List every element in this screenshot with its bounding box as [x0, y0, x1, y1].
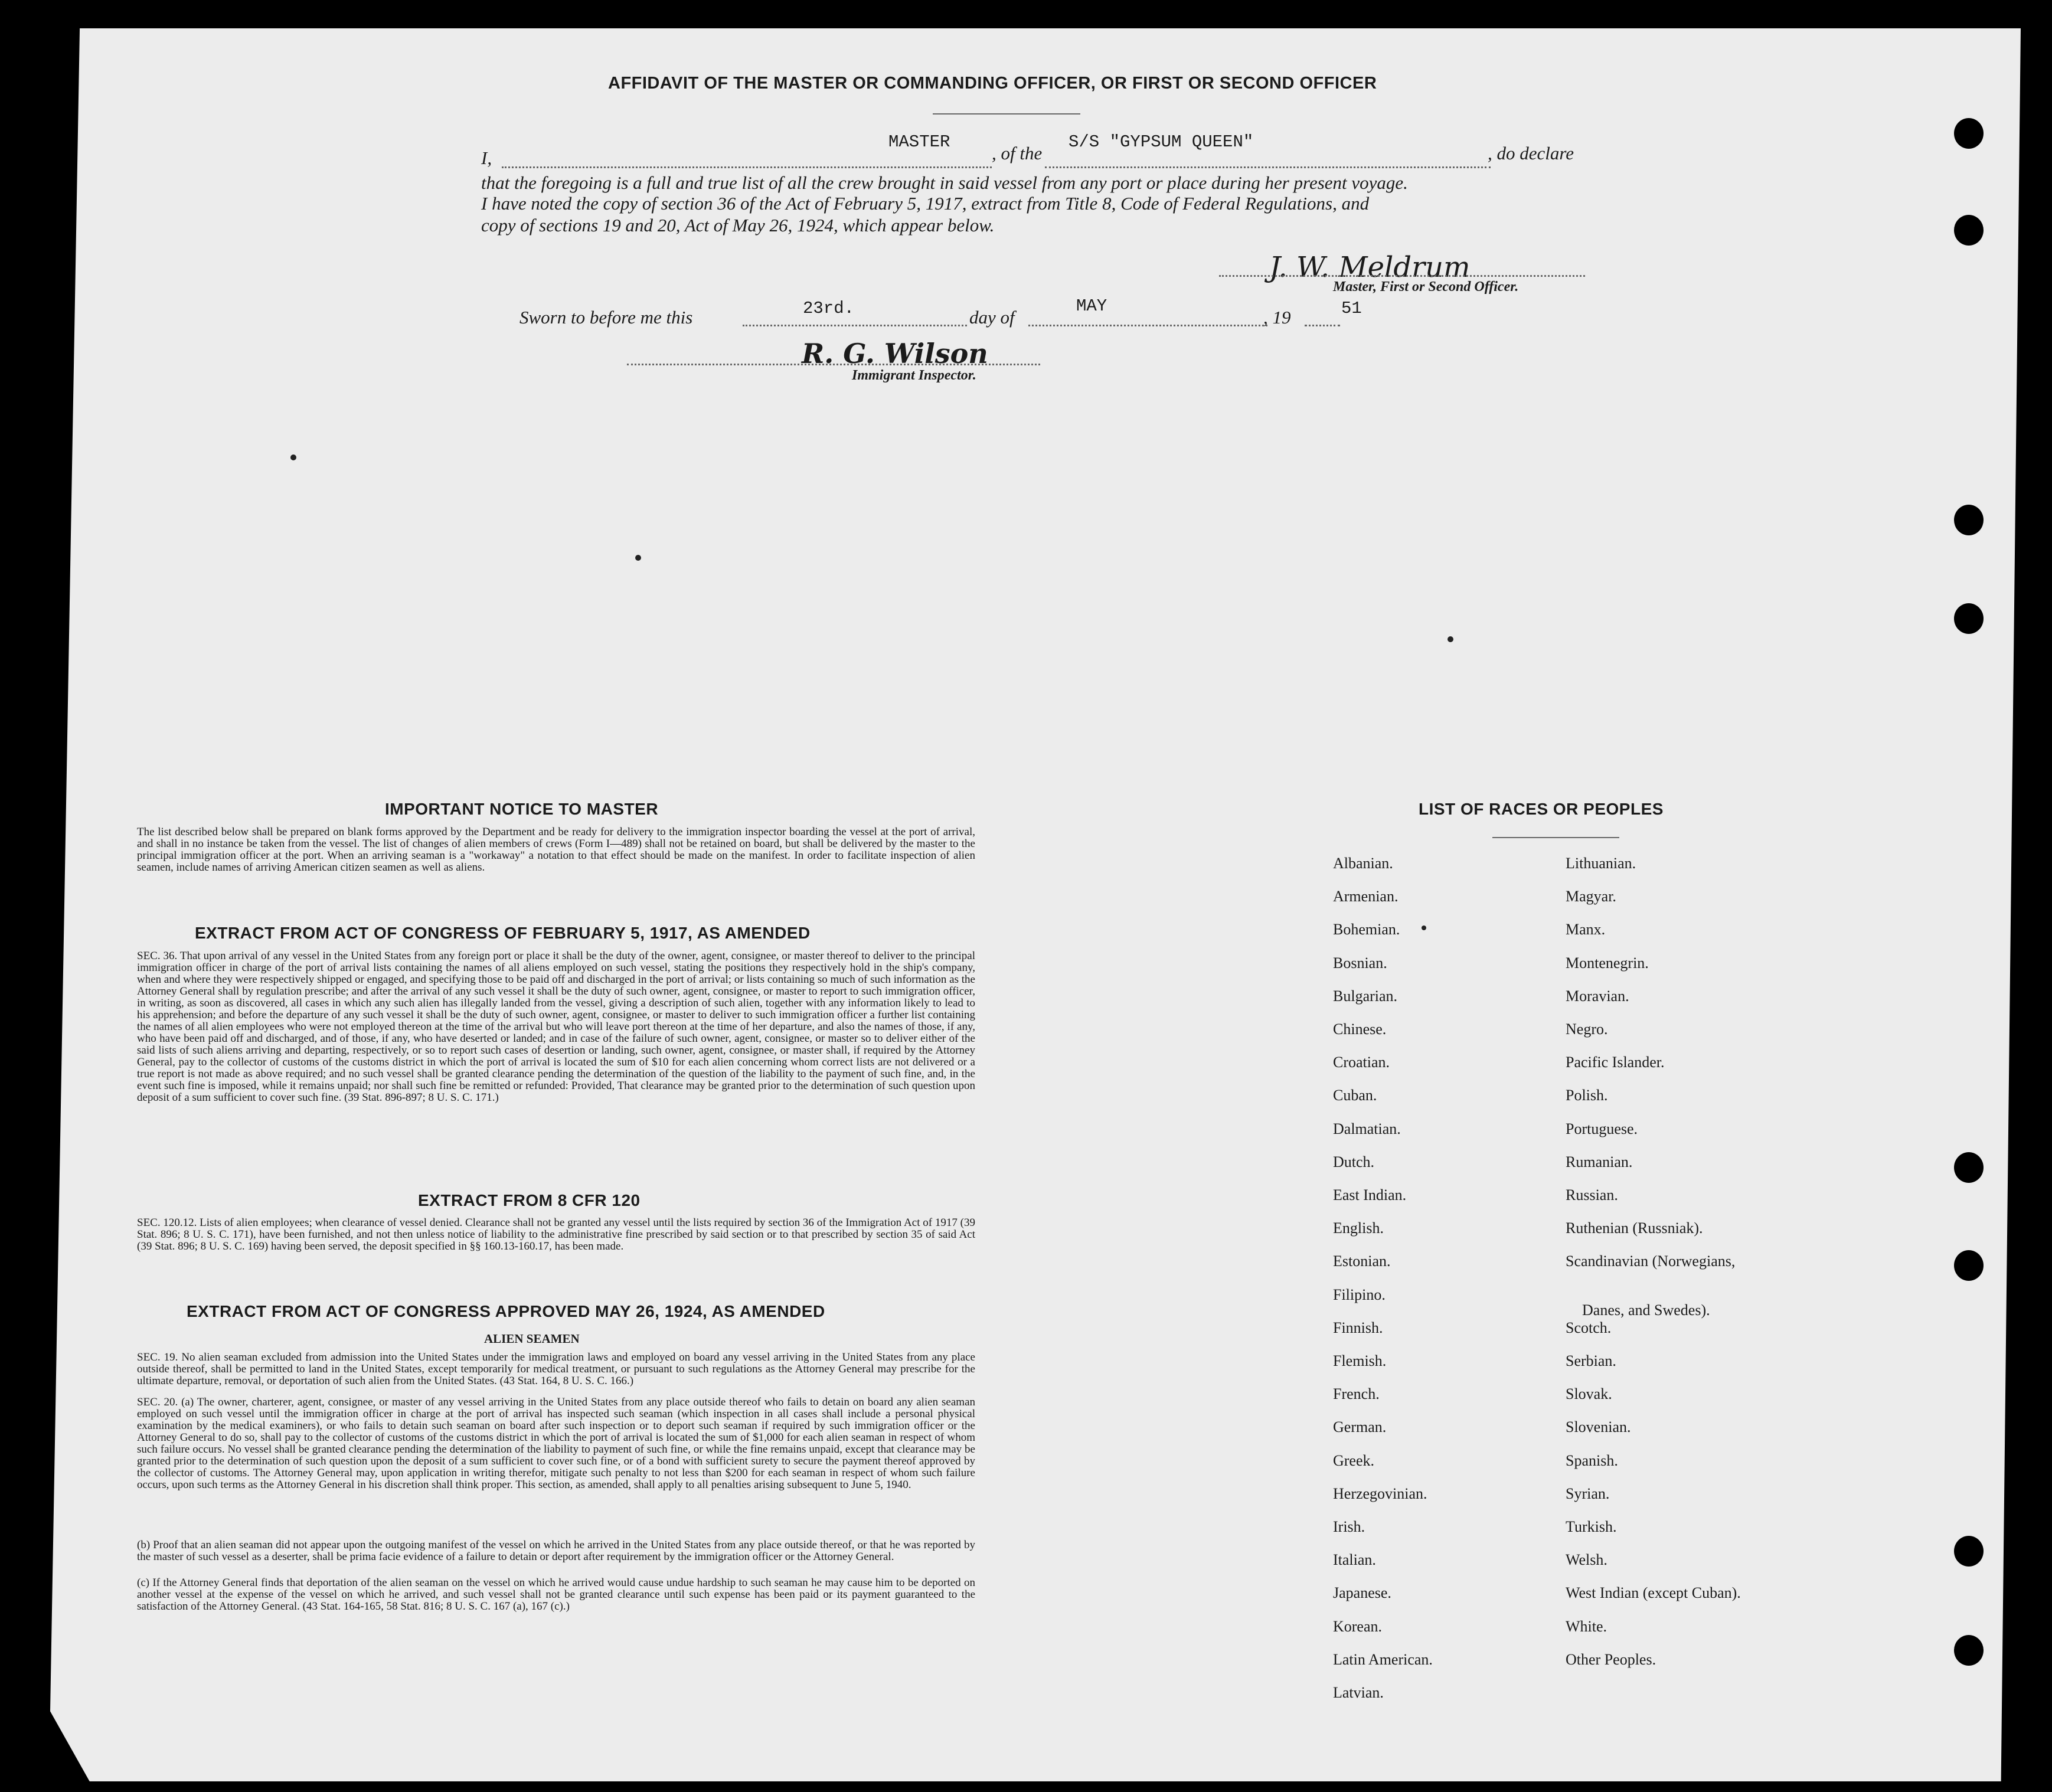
- race-item: Serbian.: [1566, 1352, 1616, 1369]
- vessel-field-line: [1045, 166, 1491, 168]
- extract-cfr-title: EXTRACT FROM 8 CFR 120: [418, 1191, 641, 1209]
- race-item: Latvian.: [1333, 1684, 1384, 1701]
- notice-body: The list described below shall be prepared on blank forms approved by the Department and be ready for delivery to the immigration inspector boarding the vessel at the port of arrival, and shall in no instance be taken from the vessel. The list of changes of alien members of crews (Form I—489) shall not be retained on board, but shall be delivered by the master to the principal immigration officer at the port. When an arriving seaman is a "workaway" a notation to that effect should be made on the manifest. In order to facilitate inspection of alien seamen, include names of arriving American citizen seamen as well as aliens.: [137, 826, 975, 874]
- race-item: Croatian.: [1333, 1054, 1390, 1071]
- race-item: Manx.: [1566, 921, 1606, 938]
- punch-hole: [1954, 1250, 1984, 1281]
- sworn-month: MAY: [1076, 296, 1107, 316]
- of-the-label: , of the: [992, 143, 1043, 163]
- race-item: Herzegovinian.: [1333, 1484, 1427, 1502]
- race-item: Other Peoples.: [1566, 1650, 1656, 1668]
- race-item: Dalmatian.: [1333, 1120, 1401, 1137]
- year-suffix: 51: [1341, 299, 1362, 318]
- race-item: Bulgarian.: [1333, 987, 1398, 1005]
- master-signature-line: [1219, 275, 1585, 277]
- year-line: [1305, 325, 1340, 326]
- extract-1924-sec19: SEC. 19. No alien seaman excluded from admission into the United States under the immigration laws and employed on board any vessel arriving in the United States from any place outside thereof, shall be permitted to land in the United States, except temporarily for medical treatment, or pursuant to such regulations as the Attorney General may prescribe for the ultimate departure, removal, or deportation of such alien from the United States. (43 Stat. 164, 8 U. S. C. 166.): [137, 1351, 975, 1387]
- extract-1924-sec20c: (c) If the Attorney General finds that deportation of the alien seaman on the vessel on which he arrived would cause undue hardship to such seaman he may cause him to be deported on another vessel at the expense of the vessel on which he arrived, and such vessel shall not be granted clearance until such expense has been paid or its payment guaranteed to the satisfaction of the Attorney General. (43 Stat. 164-165, 58 Stat. 816; 8 U. S. C. 167 (a), 167 (c).): [137, 1577, 975, 1613]
- race-item: Korean.: [1333, 1617, 1383, 1635]
- race-item: Slovenian.: [1566, 1418, 1631, 1436]
- race-item: Spanish.: [1566, 1451, 1618, 1469]
- races-title-rule: [1492, 837, 1619, 838]
- rank-field-line: [502, 166, 992, 168]
- race-item: West Indian (except Cuban).: [1566, 1584, 1741, 1602]
- race-item: Estonian.: [1333, 1253, 1391, 1270]
- race-item: Italian.: [1333, 1551, 1376, 1569]
- punch-hole: [1954, 505, 1984, 535]
- race-item: Greek.: [1333, 1451, 1375, 1469]
- race-item: Magyar.: [1566, 888, 1616, 905]
- race-item: French.: [1333, 1385, 1380, 1403]
- race-item: Polish.: [1566, 1087, 1608, 1104]
- ink-speck: [1447, 636, 1453, 642]
- punch-hole: [1954, 1635, 1984, 1666]
- race-item: German.: [1333, 1418, 1387, 1436]
- declaration-line-4: copy of sections 19 and 20, Act of May 26, 1924, which appear below.: [481, 215, 995, 236]
- race-item: Portuguese.: [1566, 1120, 1638, 1137]
- race-item: Flemish.: [1333, 1352, 1387, 1369]
- ink-speck: [635, 555, 641, 561]
- race-item: Pacific Islander.: [1566, 1054, 1665, 1071]
- race-item: Cuban.: [1333, 1087, 1377, 1104]
- race-item: Danes, and Swedes).: [1582, 1301, 1710, 1319]
- race-item: Scandinavian (Norwegians,: [1566, 1253, 1736, 1270]
- race-item: English.: [1333, 1219, 1384, 1237]
- race-item: Turkish.: [1566, 1518, 1617, 1535]
- races-title: LIST OF RACES OR PEOPLES: [1419, 800, 1664, 818]
- race-item: Japanese.: [1333, 1584, 1391, 1602]
- race-item: Moravian.: [1566, 987, 1629, 1005]
- do-declare-label: , do declare: [1488, 143, 1574, 163]
- race-item: Russian.: [1566, 1186, 1618, 1204]
- ink-speck: [290, 454, 296, 460]
- race-item: Irish.: [1333, 1518, 1365, 1535]
- race-item: Albanian.: [1333, 855, 1393, 872]
- declaration-line-3: I have noted the copy of section 36 of the Act of February 5, 1917, extract from Title 8, Code of Federal Regulations, and: [481, 193, 1370, 214]
- race-item: Syrian.: [1566, 1484, 1610, 1502]
- vessel-value: S/S "GYPSUM QUEEN": [1069, 132, 1254, 152]
- extract-1924-title: EXTRACT FROM ACT OF CONGRESS APPROVED MAY 26, 1924, AS AMENDED: [187, 1302, 825, 1320]
- race-item: Ruthenian (Russniak).: [1566, 1219, 1703, 1237]
- race-item: Montenegrin.: [1566, 954, 1649, 972]
- notice-title: IMPORTANT NOTICE TO MASTER: [385, 800, 659, 818]
- sworn-label: Sworn to before me this: [519, 307, 693, 328]
- sworn-day: 23rd.: [803, 299, 855, 318]
- affidavit-i-label: I,: [481, 148, 492, 168]
- sworn-day-line: [743, 325, 967, 326]
- punch-hole: [1954, 603, 1984, 634]
- race-item: Finnish.: [1333, 1319, 1383, 1336]
- affidavit-title: AFFIDAVIT OF THE MASTER OR COMMANDING OFFICER, OR FIRST OR SECOND OFFICER: [608, 74, 1377, 93]
- race-item: Slovak.: [1566, 1385, 1612, 1403]
- race-item: Dutch.: [1333, 1153, 1375, 1170]
- race-item: Negro.: [1566, 1021, 1608, 1038]
- race-item: Lithuanian.: [1566, 855, 1636, 872]
- inspector-signature-line: [627, 364, 1040, 365]
- punch-hole: [1954, 118, 1984, 149]
- extract-1924-sec20b: (b) Proof that an alien seaman did not appear upon the outgoing manifest of the vessel on which he arrived in the United States from any place outside thereof, or that he was reported by the master of such vessel as a deserter, shall be prima facie evidence of a failure to detain or deport after requirement by the immigration officer or the Attorney General.: [137, 1539, 975, 1563]
- master-caption: Master, First or Second Officer.: [1333, 279, 1519, 295]
- race-item: Armenian.: [1333, 888, 1399, 905]
- inspector-caption: Immigrant Inspector.: [852, 368, 976, 383]
- ink-speck: [1422, 926, 1426, 930]
- document-page: [50, 28, 2021, 1781]
- punch-hole: [1954, 1536, 1984, 1567]
- race-item: Bohemian.: [1333, 921, 1400, 938]
- extract-1917-body: SEC. 36. That upon arrival of any vessel in the United States from any foreign port or place it shall be the duty of the owner, agent, consignee, or master thereof to deliver to the principal immigration officer in charge of the port of arrival lists containing the names of all aliens employed on such vessel, stating the positions they respectively hold in the ship's company, when and where they were respectively shipped or engaged, and specifying those to be paid off and discharged in the port of arrival; or lists containing so much of such information as the Attorney General shall by regulation prescribe; and after the arrival of any such vessel it shall be the duty of such owner, agent, consignee, or master to report to such immigration officer, in writing, as soon as discovered, all cases in which any such alien has illegally landed from the vessel, giving a description of such alien, together with any information likely to lead to his apprehension; and before the departure of any such vessel it shall be the duty of such owner, agent, consignee, or master to deliver to such immigration officer a further list containing the names of all alien employees who were not employed thereon at the time of the arrival but who will leave port thereon at the time of her departure, and also the names of those, if any, who have been paid off and discharged, and of those, if any, who have deserted or landed; and in case of the failure of such owner, agent, consignee, or master so to deliver either of the said lists of such aliens arriving and departing, respectively, or so to report such cases of desertion or landing, such owner, agent, consignee, or master shall, if required by the Attorney General, pay to the collector of customs of the customs district in which the port of arrival is located the sum of $10 for each alien concerning whom correct lists are not delivered or a true report is not made as above required; and no such vessel shall be granted clearance pending the determination of the question of the liability to the payment of such fine, and, in the event such fine is imposed, while it remains unpaid; nor shall such fine be remitted or refunded: Provided, That clearance may be granted prior to the determination of such question upon deposit of a sum sufficient to cover such fine. (39 Stat. 896-897; 8 U. S. C. 171.): [137, 950, 975, 1104]
- race-item: Rumanian.: [1566, 1153, 1633, 1170]
- extract-1924-subtitle: ALIEN SEAMEN: [484, 1332, 580, 1346]
- year-prefix: , 19: [1263, 307, 1291, 328]
- rank-value: MASTER: [888, 132, 950, 152]
- race-item: White.: [1566, 1617, 1607, 1635]
- race-item: Latin American.: [1333, 1650, 1433, 1668]
- master-signature: J. W. Meldrum: [1269, 251, 1471, 284]
- punch-hole: [1954, 1152, 1984, 1183]
- extract-1924-sec20a: SEC. 20. (a) The owner, charterer, agent, consignee, or master of any vessel arriving in the United States from any place outside thereof who fails to detain on board any alien seaman employed on such vessel until the immigration officer in charge at the port of arrival has inspected such seaman (which inspection in all cases shall include a personal physical examination by the medical examiners), or who fails to detain such seaman on board after such inspection or to deport such seaman if required by such immigration officer or the Attorney General to do so, shall pay to the collector of customs of the customs district in which the port of arrival is located the sum of $1,000 for each alien seaman in respect of whom such failure occurs. No vessel shall be granted clearance pending the determination of the liability to payment of such fine, or while the fine remains unpaid, except that clearance may be granted prior to the determination of such question upon the deposit of a sum sufficient to cover such fine, or of a bond with sufficient surety to secure the payment thereof approved by the collector of customs. The Attorney General may, upon application in writing therefor, mitigate such penalty to not less than $200 for each seaman in respect of whom such failure occurs, upon such terms as the Attorney General in his discretion shall think proper. This section, as amended, shall apply to all penalties arising subsequent to June 5, 1940.: [137, 1396, 975, 1491]
- day-of-label: day of: [969, 307, 1015, 328]
- race-item: Chinese.: [1333, 1021, 1387, 1038]
- inspector-signature: R. G. Wilson: [802, 338, 988, 369]
- race-item: East Indian.: [1333, 1186, 1407, 1204]
- race-item: Filipino.: [1333, 1286, 1386, 1303]
- race-item: Welsh.: [1566, 1551, 1607, 1569]
- sworn-month-line: [1028, 325, 1267, 326]
- race-item: Bosnian.: [1333, 954, 1387, 972]
- race-item: Scotch.: [1566, 1319, 1612, 1336]
- declaration-line-2: that the foregoing is a full and true list of all the crew brought in said vessel from any port or place during her present voyage.: [481, 172, 1408, 193]
- vessel-underline: [933, 113, 1080, 115]
- punch-hole: [1954, 215, 1984, 246]
- extract-1917-title: EXTRACT FROM ACT OF CONGRESS OF FEBRUARY 5, 1917, AS AMENDED: [195, 924, 811, 942]
- extract-cfr-body: SEC. 120.12. Lists of alien employees; when clearance of vessel denied. Clearance shall not be granted any vessel until the lists required by section 36 of the Immigration Act of 1917 (39 Stat. 896; 8 U. S. C. 171), have been furnished, and not then unless notice of liability to the administrative fine prescribed by said section or to that prescribed by section 35 of said Act (39 Stat. 896; 8 U. S. C. 169) having been served, the deposit specified in §§ 160.13-160.17, has been made.: [137, 1217, 975, 1253]
